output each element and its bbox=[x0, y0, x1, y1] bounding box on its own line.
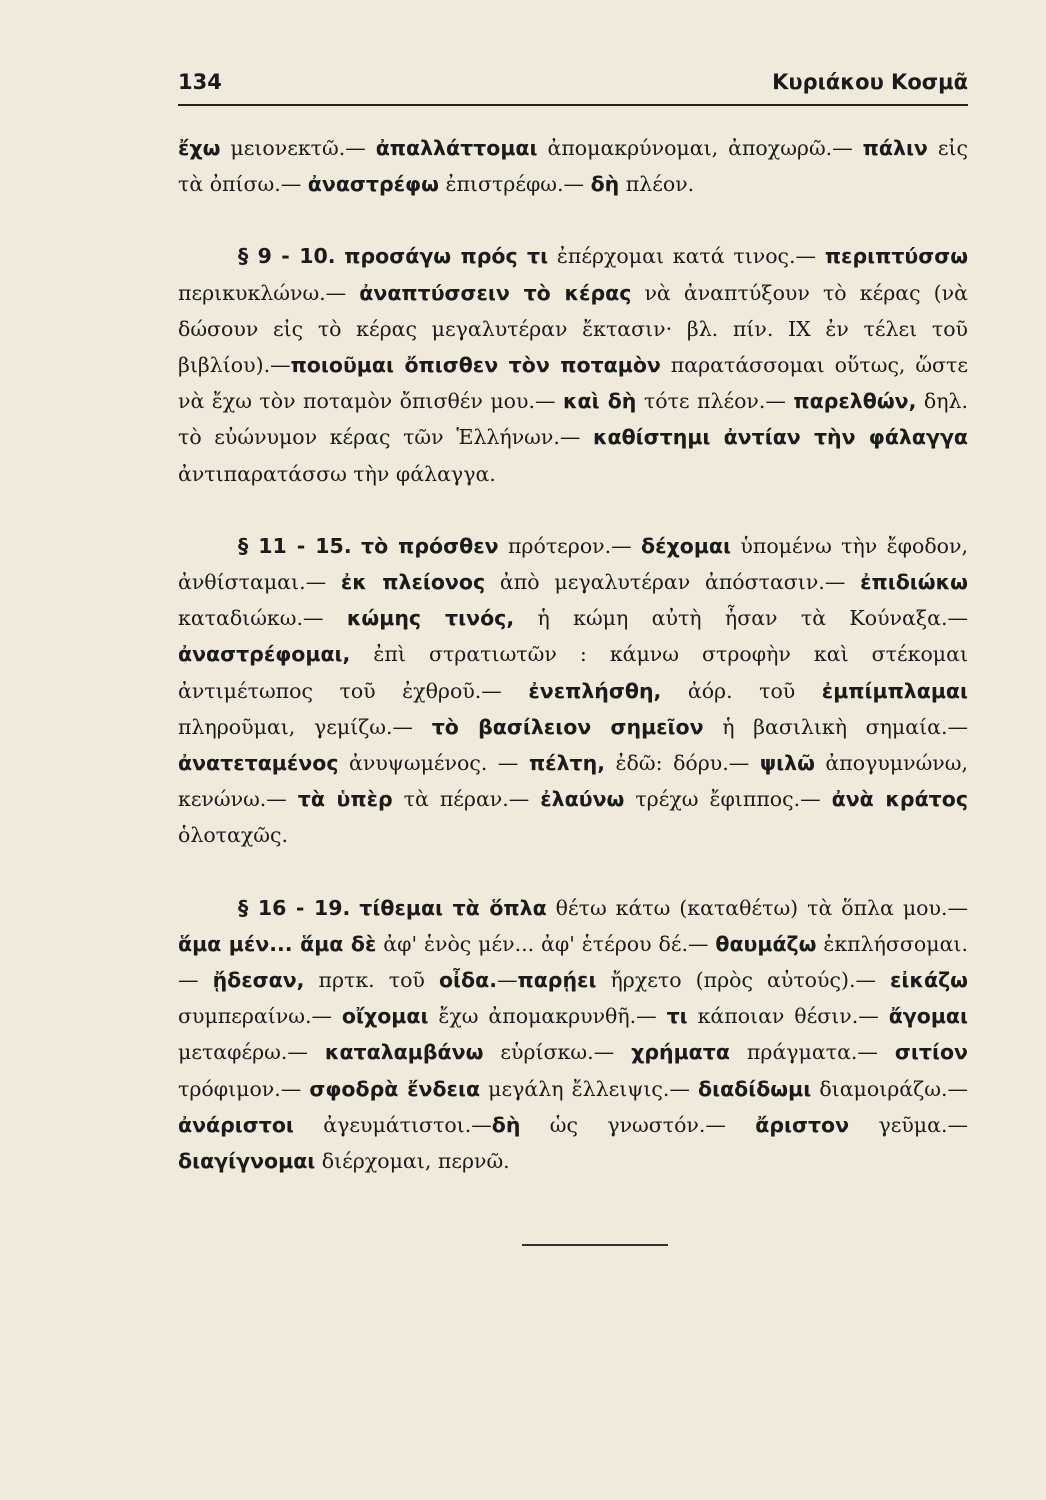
gloss: ἀφ' ἑνὸς μέν... ἀφ' ἑτέρου δέ.— bbox=[376, 931, 716, 956]
gloss: ἀνυψωμένος. — bbox=[338, 751, 529, 776]
gloss: καταδιώκω.— bbox=[178, 606, 347, 631]
paragraph bbox=[178, 238, 968, 491]
gloss: ἀντιπαρατάσσω τὴν φάλαγγα. bbox=[178, 461, 496, 486]
gloss: θέτω κάτω (καταθέτω) τὰ ὅπλα μου.— bbox=[546, 895, 968, 920]
gloss: διέρχομαι, περνῶ. bbox=[315, 1149, 510, 1174]
gloss: ἔχω ἀπομακρυνθῆ.— bbox=[428, 1004, 667, 1029]
gloss: ἤρχετο (πρὸς αὐτούς).— bbox=[596, 968, 891, 993]
gloss bbox=[336, 244, 345, 268]
gloss: μεγάλη ἔλλειψις.— bbox=[480, 1076, 698, 1101]
gloss: ἀπομακρύνομαι, ἀποχωρῶ.— bbox=[537, 136, 863, 160]
lemma: ἐκ πλείονος bbox=[340, 570, 486, 595]
lemma: ἀναστρέφω bbox=[307, 172, 439, 197]
lemma: δέχομαι bbox=[641, 533, 732, 558]
gloss: ἐδῶ: δόρυ.— bbox=[605, 751, 760, 776]
gloss: παρατάσσομαι οὕτως, ὥστε νὰ ἔχω τὸν ποταμὸν ὄπισθέν μου.— bbox=[178, 353, 968, 414]
gloss: πρότερον.— bbox=[498, 533, 642, 558]
lemma: πέλτη, bbox=[528, 751, 606, 776]
lemma: δὴ bbox=[491, 1112, 521, 1137]
lemma: περιπτύσσω bbox=[824, 244, 969, 269]
lemma: τὸ πρόσθεν bbox=[361, 533, 499, 558]
gloss: ἐκπλήσσομαι.— bbox=[178, 931, 968, 993]
lemma: τίθεμαι τὰ ὅπλα bbox=[359, 895, 547, 920]
lemma: προσάγω πρός τι bbox=[344, 244, 549, 269]
paragraph bbox=[178, 528, 968, 854]
lemma: ἀνάριστοι bbox=[178, 1112, 294, 1137]
lemma: σφοδρὰ ἔνδεια bbox=[309, 1076, 481, 1101]
lemma: τι bbox=[666, 1004, 688, 1029]
gloss: ἀπὸ μεγαλυτέραν ἀπόστασιν.— bbox=[485, 570, 861, 595]
lemma: οἶδα. bbox=[438, 968, 497, 993]
paragraph bbox=[178, 130, 968, 202]
gloss: ἐπὶ στρατιωτῶν : κάμνω στροφὴν καὶ στέκομαι ἀντιμέτωπος τοῦ ἐχθροῦ.— bbox=[178, 642, 968, 703]
lemma: τὸ βασίλειον σημεῖον bbox=[431, 714, 704, 739]
lemma: § 11 - 15. bbox=[238, 533, 352, 558]
lemma: ἀνατεταμένος bbox=[178, 751, 339, 776]
gloss: ὑπομένω τὴν ἔφοδον, ἀνθίσταμαι.— bbox=[178, 533, 969, 595]
gloss: ἐπέρχομαι κατά τινος.— bbox=[548, 244, 825, 269]
lemma: ἐπιδιώκω bbox=[860, 570, 968, 595]
lemma: ἄριστον bbox=[755, 1112, 850, 1137]
lemma: θαυμάζω bbox=[715, 931, 817, 956]
paragraph bbox=[178, 890, 968, 1180]
lemma: παρῄει bbox=[517, 968, 597, 993]
gloss: τρέχω ἔφιππος.— bbox=[624, 787, 832, 812]
lemma: εἰκάζω bbox=[890, 968, 968, 993]
lemma: ἄγομαι bbox=[888, 1004, 968, 1029]
lemma: ἀναπτύσσειν τὸ κέρας bbox=[359, 280, 632, 305]
lemma: καθίστημι ἀντίαν τὴν φάλαγγα bbox=[592, 425, 968, 450]
lemma: ἐμπίμπλαμαι bbox=[821, 678, 968, 703]
gloss: ἐπιστρέφω.— bbox=[438, 172, 591, 197]
gloss: διαμοιράζω.— bbox=[811, 1076, 968, 1101]
gloss bbox=[350, 896, 359, 920]
gloss: εἰς τὰ ὀπίσω.— bbox=[178, 136, 969, 197]
lemma: διαγίγνομαι bbox=[178, 1149, 316, 1174]
page-header bbox=[178, 70, 968, 104]
lemma: καὶ δὴ bbox=[562, 389, 637, 414]
gloss: εὑρίσκω.— bbox=[483, 1040, 632, 1065]
lemma: σιτίον bbox=[894, 1040, 968, 1065]
lemma: τὰ ὑπὲρ bbox=[297, 787, 393, 812]
gloss: τὰ πέραν.— bbox=[392, 787, 541, 812]
gloss: μεταφέρω.— bbox=[178, 1040, 325, 1065]
gloss: ὡς γνωστόν.— bbox=[520, 1112, 756, 1137]
gloss: ἡ κώμη αὐτὴ ἦσαν τὰ Κούναξα.— bbox=[514, 606, 968, 631]
gloss: συμπεραίνω.— bbox=[178, 1004, 342, 1029]
gloss: δηλ. τὸ εὐώνυμον κέρας τῶν Ἑλλήνων.— bbox=[178, 389, 969, 450]
gloss: ἡ βασιλικὴ σημαία.— bbox=[703, 714, 969, 739]
gloss: τρόφιμον.— bbox=[178, 1076, 310, 1101]
gloss: πληροῦμαι, γεμίζω.— bbox=[178, 714, 432, 739]
lemma: ποιοῦμαι ὄπισθεν τὸν ποταμὸν bbox=[290, 353, 661, 378]
lemma: καταλαμβάνω bbox=[324, 1040, 484, 1065]
lemma: κώμης τινός, bbox=[346, 606, 515, 631]
lemma: ἔχω bbox=[178, 136, 221, 160]
lemma: ἐνεπλήσθη, bbox=[528, 678, 662, 703]
gloss: γεῦμα.— bbox=[849, 1112, 968, 1137]
lemma: οἴχομαι bbox=[341, 1004, 429, 1029]
gloss: ὁλοταχῶς. bbox=[178, 823, 288, 848]
page-number: 134 bbox=[178, 70, 222, 94]
lemma: ἅμα μέν... ἅμα δὲ bbox=[178, 931, 377, 956]
lemma: παρελθών, bbox=[793, 389, 917, 414]
lemma: πάλιν bbox=[862, 136, 928, 160]
gloss: πράγματα.— bbox=[729, 1040, 895, 1065]
gloss: μειονεκτῶ.— bbox=[220, 136, 376, 160]
gloss: περικυκλώνω.— bbox=[178, 280, 360, 305]
lemma: ᾔδεσαν, bbox=[212, 968, 305, 993]
gloss: νὰ ἀναπτύξουν τὸ κέρας (νὰ δώσουν εἰς τὸ κέρας μεγαλυτέραν ἔκτασιν· βλ. πίν. IX ἐν τέλει τοῦ βιβλίου).— bbox=[178, 280, 968, 378]
lemma: διαδίδωμι bbox=[698, 1076, 812, 1101]
commentary-body bbox=[178, 130, 968, 1215]
gloss: πλέον. bbox=[619, 172, 695, 197]
lemma: ἀνὰ κράτος bbox=[831, 787, 968, 812]
gloss: τότε πλέον.— bbox=[636, 389, 794, 414]
lemma: ἐλαύνω bbox=[540, 787, 625, 812]
gloss: πρτκ. τοῦ bbox=[304, 968, 439, 993]
lemma: ἀπαλλάττομαι bbox=[375, 136, 538, 160]
end-rule bbox=[522, 1244, 668, 1246]
gloss: — bbox=[496, 968, 518, 993]
lemma: § 16 - 19. bbox=[238, 895, 351, 920]
lemma: ἀναστρέφομαι, bbox=[178, 642, 351, 667]
gloss: ἀγευμάτιστοι.— bbox=[293, 1112, 492, 1137]
header-rule bbox=[178, 104, 968, 106]
lemma: § 9 - 10. bbox=[238, 244, 336, 269]
gloss: ἀόρ. τοῦ bbox=[661, 678, 822, 703]
lemma: ψιλῶ bbox=[759, 751, 815, 776]
lemma: χρήματα bbox=[631, 1040, 730, 1065]
lemma: δὴ bbox=[590, 172, 620, 197]
gloss: κάποιαν θέσιν.— bbox=[687, 1004, 889, 1029]
running-head: Κυριάκου Κοσμᾶ bbox=[772, 70, 968, 94]
gloss: ἀπογυμνώνω, κενώνω.— bbox=[178, 751, 969, 812]
gloss bbox=[352, 534, 361, 558]
